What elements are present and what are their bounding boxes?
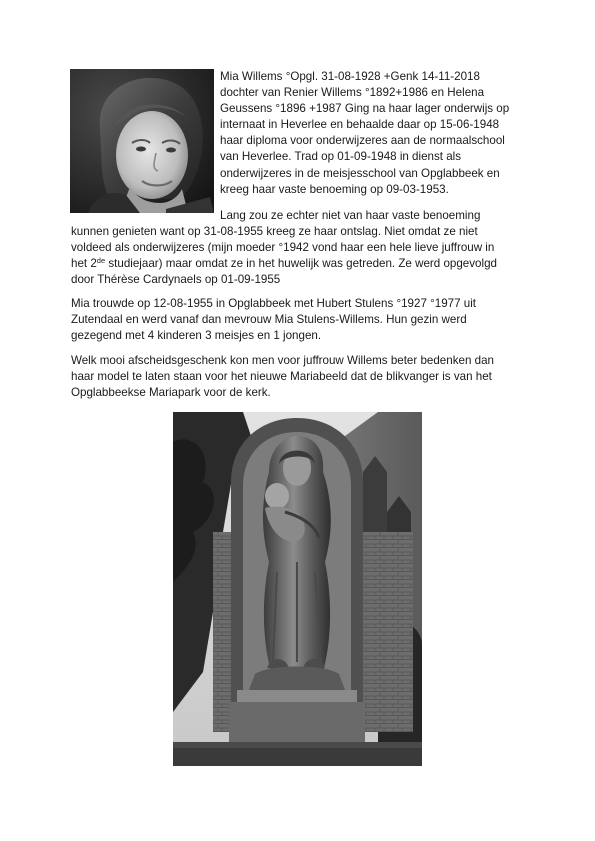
- ordinal-superscript: de: [96, 256, 106, 266]
- paragraph-line: Welk mooi afscheidsgeschenk kon men voor juffrouw Willems beter bedenken dan: [71, 354, 494, 367]
- bio-line: kreeg haar vaste benoeming op 09-03-1953.: [220, 182, 449, 196]
- paragraph-line: kunnen genieten want op 31-08-1955 kreeg ze haar ontslag. Niet omdat ze niet: [71, 225, 478, 239]
- paragraph-line: door Thérèse Cardynaels op 01-09-1955: [71, 273, 281, 287]
- paragraph-line: Mia trouwde op 12-08-1955 in Opglabbeek met Hubert Stulens °1927 °1977 uit: [71, 297, 477, 310]
- paragraph-line: Opglabbeekse Mariapark voor de kerk.: [71, 386, 271, 400]
- statue-paragraph: [71, 353, 531, 401]
- portrait-photo: [70, 69, 214, 213]
- bio-line: van Heverlee. Trad op 01-09-1948 in dienst als: [220, 150, 462, 164]
- bio-line: Geussens °1896 +1987 Ging na haar lager onderwijs op: [220, 102, 510, 116]
- dismissal-paragraph: [71, 208, 531, 288]
- line-text: studiejaar) maar omdat ze in het huwelijk was getreden. Ze werd opgevolgd: [105, 257, 497, 271]
- portrait-illustration: [70, 69, 214, 213]
- line-text: het 2: [71, 257, 97, 271]
- bio-line: dochter van Renier Willems °1892+1986 en Helena: [220, 86, 485, 100]
- paragraph-line: Zutendaal en werd vanaf dan mevrouw Mia Stulens-Willems. Hun gezin werd: [71, 313, 467, 327]
- bio-line: Mia Willems °Opgl. 31-08-1928 +Genk 14-11-2018: [220, 70, 480, 83]
- statue-photo: [173, 412, 422, 766]
- paragraph-line: gezegend met 4 kinderen 3 meisjes en 1 jongen.: [71, 329, 322, 343]
- bio-line: internaat in Heverlee en behaalde daar op 15-06-1948: [220, 118, 500, 132]
- paragraph-line: [71, 256, 531, 272]
- paragraph-line: Lang zou ze echter niet van haar vaste benoeming: [220, 209, 481, 222]
- marriage-paragraph: [71, 296, 531, 344]
- bio-intro: [220, 69, 530, 198]
- statue-illustration: [173, 412, 422, 766]
- paragraph-line: voldeed als onderwijzeres (mijn moeder °1942 vond haar een hele lieve juffrouw in: [71, 241, 495, 255]
- paragraph-line: haar model te laten staan voor het nieuwe Mariabeeld dat de blikvanger is van het: [71, 370, 492, 384]
- bio-line: haar diploma voor onderwijzeres aan de normaalschool: [220, 134, 505, 148]
- bio-line: onderwijzeres in de meisjesschool van Opglabbeek en: [220, 166, 500, 180]
